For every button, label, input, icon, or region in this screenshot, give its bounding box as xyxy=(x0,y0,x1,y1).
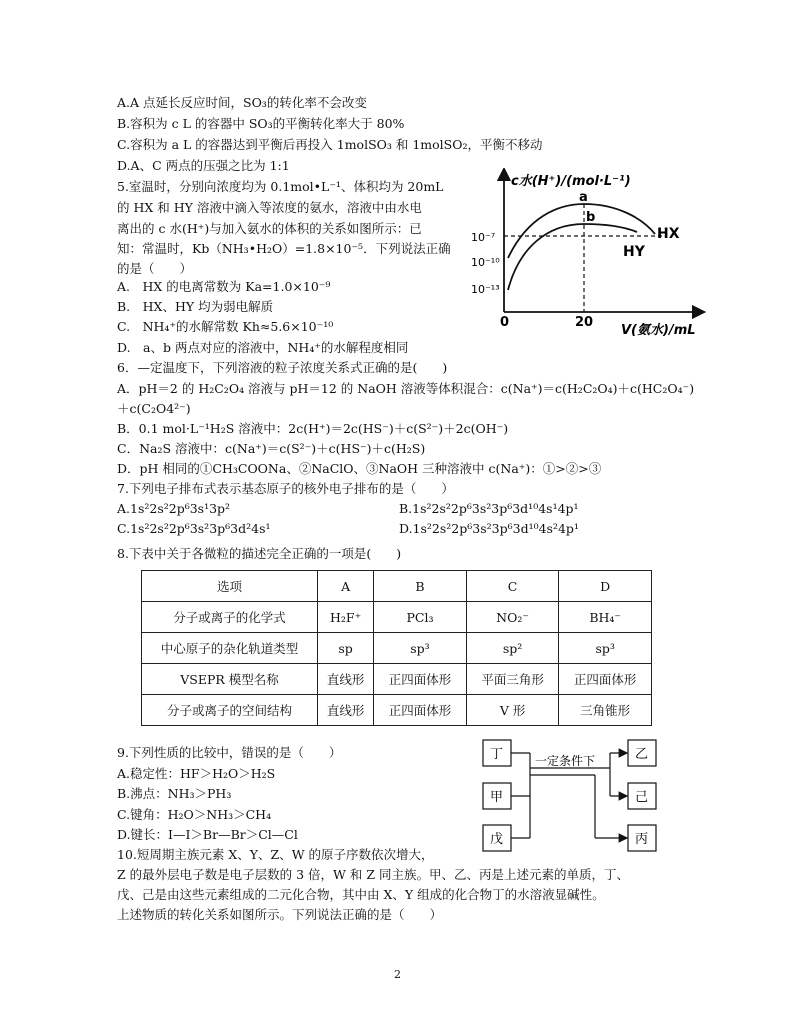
diagram-condition: 一定条件下 xyxy=(535,754,596,768)
q5-stem-line: 离出的 c 水(H⁺)与加入氨水的体积的关系如图所示：已 xyxy=(117,221,422,236)
chart-ylabel: c水(H⁺)/(mol·L⁻¹) xyxy=(511,174,631,189)
table-cell: VSEPR 模型名称 xyxy=(142,664,318,695)
table-cell: 正四面体形 xyxy=(374,695,467,726)
q6-option-b: B．0.1 mol·L⁻¹H₂S 溶液中：2c(H⁺)＝2c(HS⁻)＋c(S²⁻)＋2c(OH⁻) xyxy=(117,421,509,436)
page-number: 2 xyxy=(394,968,401,981)
q7-option-d: D.1s²2s²2p⁶3s²3p⁶3d¹⁰4s²4p¹ xyxy=(399,521,579,536)
q7-option-a: A.1s²2s²2p⁶3s¹3p² xyxy=(117,501,231,516)
diagram-label: 戊 xyxy=(490,832,504,847)
xtick: 0 xyxy=(500,315,510,330)
q5-option-d: D. a、b 两点对应的溶液中，NH₄⁺的水解程度相同 xyxy=(117,340,409,355)
q10-line: Z 的最外层电子数是电子层数的 3 倍，W 和 Z 同主族。甲、乙、丙是上述元素的单质，丁、 xyxy=(117,867,630,882)
q9-option-b: B.沸点：NH₃＞PH₃ xyxy=(117,786,232,801)
table-cell: A xyxy=(318,571,374,602)
table-row xyxy=(142,571,652,602)
table-cell: C xyxy=(466,571,559,602)
q5-stem-line: 的是（ ） xyxy=(117,261,193,276)
q5-stem-line: 知：常温时，Kb（NH₃•H₂O）=1.8×10⁻⁵．下列说法正确 xyxy=(117,241,451,256)
table-row xyxy=(142,695,652,726)
diagram-label: 己 xyxy=(635,790,649,805)
q6-option-d: D．pH 相同的①CH₃COONa、②NaClO、③NaOH 三种溶液中 c(Na⁺)：①>②>③ xyxy=(117,461,602,476)
ytick: 10⁻¹³ xyxy=(471,283,500,296)
table-cell: 直线形 xyxy=(318,664,374,695)
table-cell: B xyxy=(374,571,467,602)
table-cell: 分子或离子的空间结构 xyxy=(142,695,318,726)
q9-option-c: C.键角：H₂O＞NH₃＞CH₄ xyxy=(117,807,272,822)
q5-option-a: A. HX 的电离常数为 Ka=1.0×10⁻⁹ xyxy=(117,279,331,294)
q5-option-b: B. HX、HY 均为弱电解质 xyxy=(117,299,274,314)
table-cell: 分子或离子的化学式 xyxy=(142,602,318,633)
q6-stem: 6．—定温度下，下列溶液的粒子浓度关系式正确的是( ) xyxy=(117,360,448,375)
q6-option-a-cont: ＋c(C₂O4²⁻) xyxy=(117,401,191,416)
table-row xyxy=(142,664,652,695)
table-cell: sp² xyxy=(466,633,559,664)
table-row xyxy=(142,602,652,633)
q5-chart xyxy=(467,168,707,336)
table-cell: H₂F⁺ xyxy=(318,602,374,633)
table-cell: 三角锥形 xyxy=(559,695,652,726)
table-cell: BH₄⁻ xyxy=(559,602,652,633)
table-cell: 选项 xyxy=(142,571,318,602)
q10-line: 10.短周期主族元素 X、Y、Z、W 的原子序数依次增大， xyxy=(117,847,434,862)
series-label-hx: HX xyxy=(657,226,680,242)
q4-option-c: C.容积为 a L 的容器达到平衡后再投入 1molSO₃ 和 1molSO₂，平衡不移动 xyxy=(117,137,543,152)
table-row xyxy=(142,633,652,664)
diagram-label: 乙 xyxy=(635,747,649,762)
table-cell: 正四面体形 xyxy=(559,664,652,695)
table-cell: D xyxy=(559,571,652,602)
q5-stem-line: 的 HX 和 HY 溶液中滴入等浓度的氨水，溶液中由水电 xyxy=(117,200,422,215)
conversion-diagram xyxy=(475,735,665,853)
q7-option-c: C.1s²2s²2p⁶3s²3p⁶3d²4s¹ xyxy=(117,521,271,536)
q6-option-c: C．Na₂S 溶液中：c(Na⁺)＝c(S²⁻)＋c(HS⁻)＋c(H₂S) xyxy=(117,441,426,456)
table-cell: 平面三角形 xyxy=(466,664,559,695)
q5-option-c: C. NH₄⁺的水解常数 Kh≈5.6×10⁻¹⁰ xyxy=(117,319,334,334)
q8-table xyxy=(141,570,652,726)
series-label-hy: HY xyxy=(623,244,645,260)
q10-line: 戊、己是由这些元素组成的二元化合物，其中由 X、Y 组成的化合物丁的水溶液显碱性。 xyxy=(117,887,605,902)
ytick: 10⁻¹⁰ xyxy=(471,256,500,269)
q4-option-d: D.A、C 两点的压强之比为 1:1 xyxy=(117,158,290,173)
point-label-b: b xyxy=(586,210,596,225)
table-cell: NO₂⁻ xyxy=(466,602,559,633)
q9-stem: 9.下列性质的比较中，错误的是（ ） xyxy=(117,745,342,760)
xtick: 20 xyxy=(575,315,594,330)
table-cell: sp xyxy=(318,633,374,664)
q10-line: 上述物质的转化关系如图所示。下列说法正确的是（ ） xyxy=(117,907,443,922)
q7-stem: 7.下列电子排布式表示基态原子的核外电子排布的是（ ） xyxy=(117,481,454,496)
table-cell: V 形 xyxy=(466,695,559,726)
table-cell: PCl₃ xyxy=(374,602,467,633)
diagram-label: 甲 xyxy=(490,790,504,805)
q9-option-a: A.稳定性：HF＞H₂O＞H₂S xyxy=(117,766,276,781)
table-cell: 正四面体形 xyxy=(374,664,467,695)
q6-option-a: A．pH＝2 的 H₂C₂O₄ 溶液与 pH＝12 的 NaOH 溶液等体积混合：c(Na⁺)＝c(H₂C₂O₄)＋c(HC₂O₄⁻) xyxy=(117,381,695,396)
ytick: 10⁻⁷ xyxy=(471,231,496,244)
q7-option-b: B.1s²2s²2p⁶3s²3p⁶3d¹⁰4s¹4p¹ xyxy=(399,501,579,516)
q5-stem-line: 5.室温时，分别向浓度均为 0.1mol•L⁻¹、体积均为 20mL xyxy=(117,179,444,194)
diagram-label: 丙 xyxy=(635,832,649,847)
q4-option-b: B.容积为 c L 的容器中 SO₃的平衡转化率大于 80% xyxy=(117,116,405,131)
chart-xlabel: V(氨水)/mL xyxy=(621,323,696,336)
q9-option-d: D.键长：I—I＞Br—Br＞Cl—Cl xyxy=(117,827,298,842)
point-label-a: a xyxy=(579,190,588,205)
table-cell: sp³ xyxy=(374,633,467,664)
q8-stem: 8.下表中关于各微粒的描述完全正确的一项是( ) xyxy=(117,546,402,561)
hy-curve xyxy=(508,224,637,290)
q4-option-a: A.A 点延长反应时间，SO₃的转化率不会改变 xyxy=(117,95,367,110)
table-cell: 直线形 xyxy=(318,695,374,726)
diagram-label: 丁 xyxy=(490,747,504,762)
table-cell: sp³ xyxy=(559,633,652,664)
table-cell: 中心原子的杂化轨道类型 xyxy=(142,633,318,664)
